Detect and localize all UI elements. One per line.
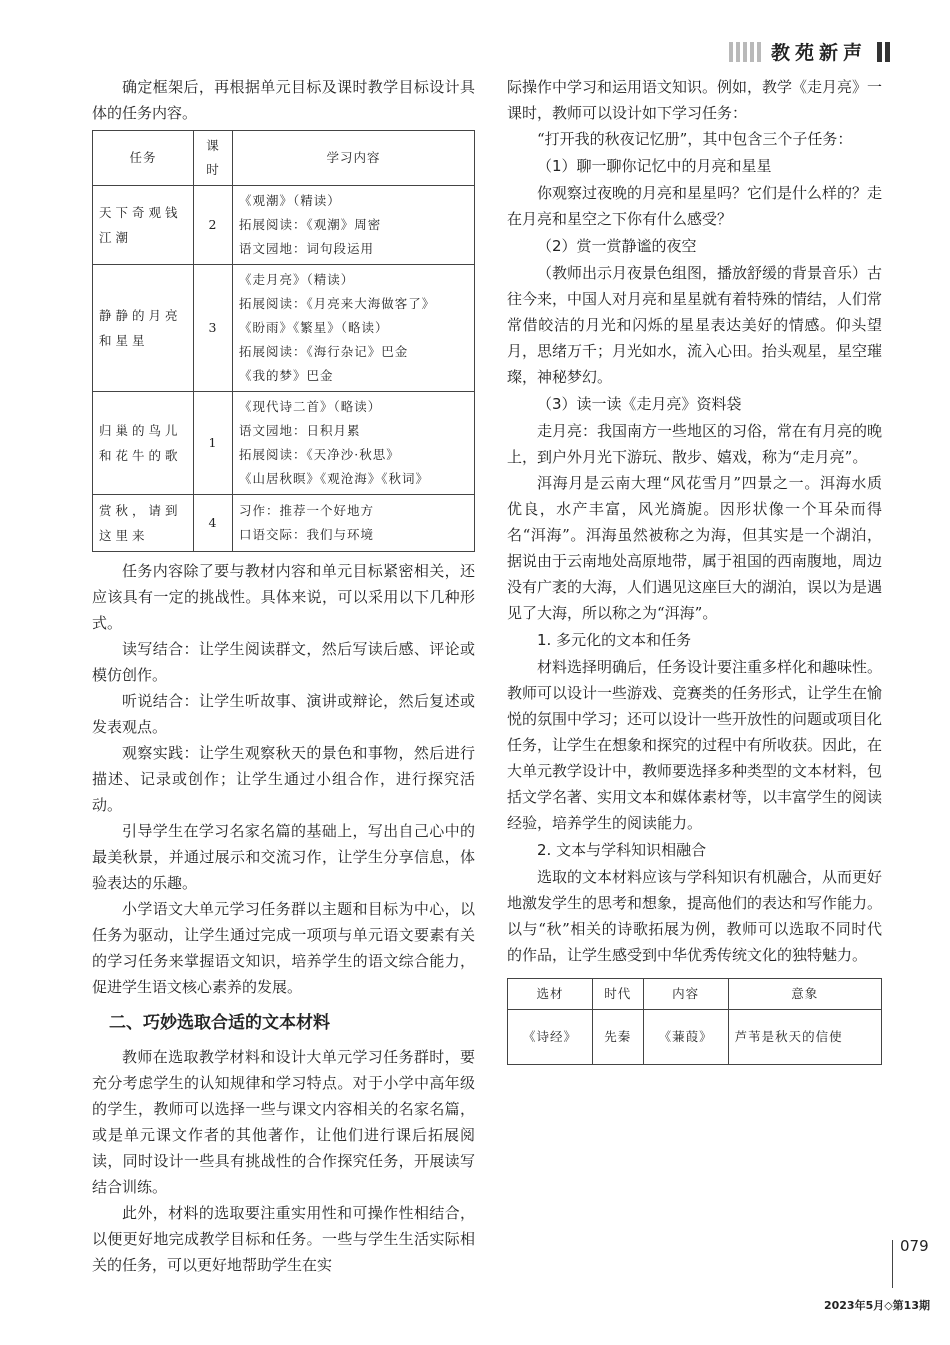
header-material: 选材 [508, 979, 593, 1010]
task-cell: 静静的月亮和星星 [93, 265, 194, 392]
header-content: 内容 [643, 979, 728, 1010]
subsection-heading: 1. 多元化的文本和任务 [537, 631, 692, 649]
body-paragraph: 选取的文本材料应该与学科知识有机融合，从而更好地激发学生的思考和想象，提高他们的表达和写作能力。以与“秋”相关的诗歌拓展为例，教师可以选取不同时代的作品，让学生感受到中华优秀传统文化的独特魅力。 [507, 868, 883, 964]
page-number: 079 [900, 1237, 929, 1255]
material-cell: 《诗经》 [508, 1010, 593, 1065]
content-cell [233, 186, 475, 265]
left-column [92, 74, 475, 1278]
content-line: 拓展阅读：《观潮》周密 [239, 217, 382, 232]
body-paragraph: 走月亮：我国南方一些地区的习俗，常在有月亮的晚上，到户外月光下游玩、散步、嬉戏，称为“走月亮”。 [507, 422, 883, 466]
content-line: 语文园地：词句段运用 [239, 241, 375, 256]
content-line: 拓展阅读：《天净沙·秋思》 [239, 447, 400, 462]
content-line: 《观潮》（精读） [239, 193, 341, 208]
body-paragraph: 任务内容除了要与教材内容和单元目标紧密相关，还应该具有一定的挑战性。具体来说，可以采用以下几种形式。 [92, 562, 475, 632]
header-content: 学习内容 [233, 131, 475, 186]
header-era: 时代 [592, 979, 643, 1010]
content-line: 《走月亮》（精读） [239, 272, 355, 287]
poem-table-header [508, 979, 882, 1010]
task-cell: 赏秋，请到这里来 [93, 495, 194, 552]
body-paragraph: 观察实践：让学生观察秋天的景色和事物，然后进行描述、记录或创作；让学生通过小组合作，进行探究活动。 [92, 744, 475, 814]
header-imagery: 意象 [728, 979, 881, 1010]
body-paragraph: 材料选择明确后，任务设计要注重多样化和趣味性。教师可以设计一些游戏、竞赛类的任务形式，让学生在愉悦的氛围中学习；还可以设计一些开放性的问题或项目化任务，让学生在想象和探究的过程中有所收获。因此，在大单元教学设计中，教师要选择多种类型的文本材料，包括文学名著、实用文本和媒体素材等，以丰富学生的阅读经验，培养学生的阅读能力。 [507, 658, 883, 832]
intro-paragraph: 确定框架后，再根据单元目标及课时教学目标设计具体的任务内容。 [92, 78, 475, 122]
section-heading: 二、巧妙选取合适的文本材料 [109, 1013, 330, 1033]
poem-table [507, 978, 882, 1065]
table-row [93, 392, 475, 495]
body-paragraph: 小学语文大单元学习任务群以主题和目标为中心，以任务为驱动，让学生通过完成一项项与单元语文要素有关的学习任务来掌握语文知识，培养学生的语文综合能力，促进学生语文核心素养的发展。 [92, 900, 475, 996]
content-line: 语文园地：日积月累 [239, 423, 361, 438]
content-cell [233, 392, 475, 495]
header-hours: 课时 [194, 131, 233, 186]
content-line: 习作：推荐一个好地方 [239, 503, 375, 518]
table-row [93, 265, 475, 392]
task-table [92, 130, 475, 552]
hours-cell: 4 [194, 495, 233, 552]
imagery-cell: 芦苇是秋天的信使 [728, 1010, 881, 1065]
table-row [93, 186, 475, 265]
subsection-heading: 2. 文本与学科知识相融合 [537, 841, 707, 859]
body-paragraph: “打开我的秋夜记忆册”，其中包含三个子任务： [537, 130, 853, 148]
content-cell [233, 495, 475, 552]
issue-label: 2023年5月◇第13期 [823, 1299, 930, 1312]
content-cell: 《蒹葭》 [643, 1010, 728, 1065]
right-column [507, 74, 882, 1065]
header-task: 任务 [93, 131, 194, 186]
content-line: 口语交际：我们与环境 [239, 527, 375, 542]
body-paragraph: 洱海月是云南大理“风花雪月”四景之一。洱海水质优良，水产丰富，风光旖旎。因形状像一个耳朵而得名“洱海”。洱海虽然被称之为海，但其实是一个湖泊，据说由于云南地处高原地带，属于祖国的西南腹地，周边没有广袤的大海，人们遇见这座巨大的湖泊，误以为是遇见了大海，所以称之为“洱海”。 [507, 474, 883, 622]
hours-cell: 2 [194, 186, 233, 265]
body-paragraph: 引导学生在学习名家名篇的基础上，写出自己心中的最美秋景，并通过展示和交流习作，让学生分享信息，体验表达的乐趣。 [92, 822, 475, 892]
subtask-heading: （2）赏一赏静谧的夜空 [537, 237, 697, 255]
subtask-heading: （3）读一读《走月亮》资料袋 [537, 395, 742, 413]
table-row [508, 1010, 882, 1065]
hours-cell: 1 [194, 392, 233, 495]
body-paragraph: 教师在选取教学材料和设计大单元学习任务群时，要充分考虑学生的认知规律和学习特点。对于小学中高年级的学生，教师可以选择一些与课文内容相关的名家名篇，或是单元课文作者的其他著作，让他们进行课后拓展阅读，同时设计一些具有挑战性的合作探究任务，开展读写结合训练。 [92, 1048, 475, 1196]
running-header [729, 38, 890, 65]
content-cell [233, 265, 475, 392]
subtask-heading: （1）聊一聊你记忆中的月亮和星星 [537, 157, 772, 175]
content-line: 《盼雨》《繁星》（略读） [239, 320, 389, 335]
body-paragraph: （教师出示月夜景色组图，播放舒缓的背景音乐）古往今来，中国人对月亮和星星就有着特殊的情结，人们常常借皎洁的月光和闪烁的星星表达美好的情感。仰头望月，思绪万千；月光如水，流入心田。抬头观星，星空璀璨，神秘梦幻。 [507, 264, 883, 386]
body-paragraph: 你观察过夜晚的月亮和星星吗？它们是什么样的？走在月亮和星空之下你有什么感受？ [507, 184, 883, 228]
column-title: 教苑新声 [770, 42, 867, 64]
task-cell: 归巢的鸟儿和花牛的歌 [93, 392, 194, 495]
era-cell: 先秦 [592, 1010, 643, 1065]
table-row [93, 495, 475, 552]
content-line: 《现代诗二首》（略读） [239, 399, 382, 414]
task-table-header [93, 131, 475, 186]
body-paragraph: 读写结合：让学生阅读群文，然后写读后感、评论或模仿创作。 [92, 640, 475, 684]
content-line: 《山居秋暝》《观沧海》《秋词》 [239, 471, 430, 486]
body-paragraph: 际操作中学习和运用语文知识。例如，教学《走月亮》一课时，教师可以设计如下学习任务： [507, 78, 883, 122]
content-line: 拓展阅读：《月亮来大海做客了》 [239, 296, 436, 311]
body-paragraph: 此外，材料的选取要注重实用性和可操作性相结合，以便更好地完成教学目标和任务。一些与学生生活实际相关的任务，可以更好地帮助学生在实 [92, 1204, 475, 1274]
header-decoration-left [729, 42, 761, 62]
content-line: 拓展阅读：《海行杂记》巴金 [239, 344, 409, 359]
body-paragraph: 听说结合：让学生听故事、演讲或辩论，然后复述或发表观点。 [92, 692, 475, 736]
footer-divider [892, 1240, 893, 1288]
hours-cell: 3 [194, 265, 233, 392]
task-cell: 天下奇观钱江潮 [93, 186, 194, 265]
header-decoration-right [877, 42, 890, 62]
content-line: 《我的梦》巴金 [239, 368, 334, 383]
